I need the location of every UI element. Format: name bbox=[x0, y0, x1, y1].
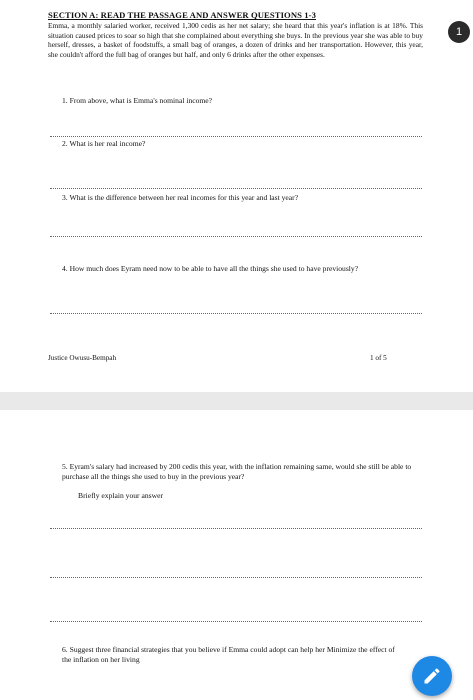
document-page-2 bbox=[0, 410, 473, 700]
answer-line-1[interactable] bbox=[50, 136, 422, 137]
edit-button[interactable] bbox=[412, 656, 452, 696]
answer-line-5c[interactable] bbox=[50, 621, 422, 622]
answer-line-5b[interactable] bbox=[50, 577, 422, 578]
question-5: 5. Eyram's salary had increased by 200 cedis this year, with the inflation remaining same, would she still be able to purchase all the things she used to buy in the previous year? bbox=[62, 462, 412, 481]
answer-line-2[interactable] bbox=[50, 188, 422, 189]
question-1: 1. From above, what is Emma's nominal income? bbox=[62, 96, 213, 105]
pencil-icon bbox=[422, 666, 442, 686]
passage-text: Emma, a monthly salaried worker, received 1,300 cedis as her net salary; she heard that this year's inflation is at 18%. This situation caused prices to soar so high that she complained about everything she buys. In the previous year she was able to buy herself, dresses, a basket of foodstuffs, a small bag of oranges, a dozen of drinks and her transportation. However, this year, she couldn't afford the full bag of oranges but half, and only 6 drinks after the other expenses. bbox=[48, 21, 423, 59]
question-2: 2. What is her real income? bbox=[62, 139, 146, 148]
footer-author: Justice Owusu-Bempah bbox=[48, 354, 117, 362]
section-heading: SECTION A: READ THE PASSAGE AND ANSWER QUESTIONS 1-3 bbox=[48, 10, 317, 20]
question-3: 3. What is the difference between her real incomes for this year and last year? bbox=[62, 193, 299, 202]
page-number-badge: 1 bbox=[448, 21, 470, 43]
question-4: 4. How much does Eyram need now to be able to have all the things she used to have previously? bbox=[62, 264, 359, 273]
question-6: 6. Suggest three financial strategies that you believe if Emma could adopt can help her Minimize the effect of the inflation on her living bbox=[62, 645, 395, 664]
footer-page-number: 1 of 5 bbox=[370, 354, 387, 362]
answer-line-4[interactable] bbox=[50, 313, 422, 314]
question-5-instruction: Briefly explain your answer bbox=[78, 491, 163, 500]
answer-line-3[interactable] bbox=[50, 236, 422, 237]
answer-line-5a[interactable] bbox=[50, 528, 422, 529]
